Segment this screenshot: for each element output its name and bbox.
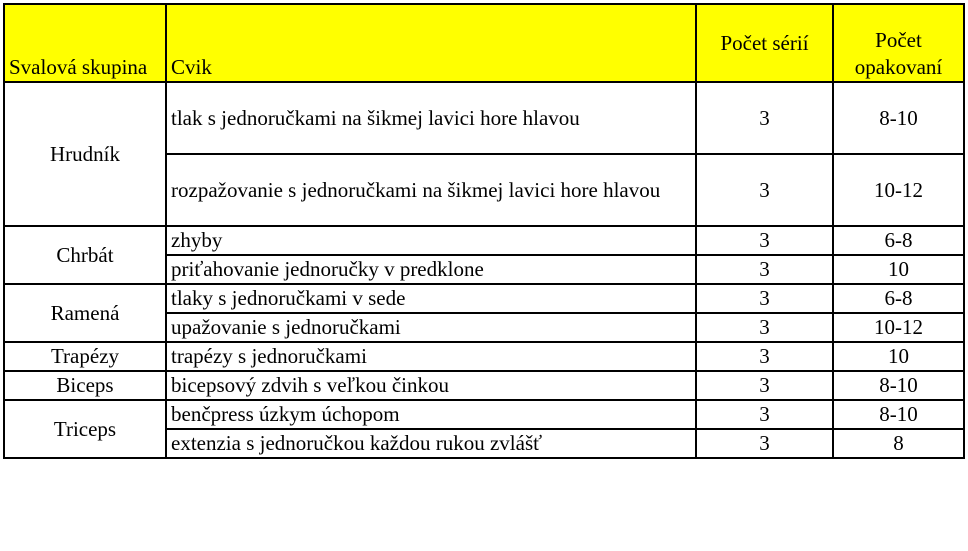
reps-cell: 8-10 — [833, 82, 964, 154]
table-row — [4, 371, 964, 400]
sets-cell: 3 — [696, 226, 833, 255]
exercise-cell: extenzia s jednoručkou každou rukou zvlášť — [166, 429, 696, 458]
muscle-group-cell: Biceps — [4, 371, 166, 400]
reps-cell: 10-12 — [833, 154, 964, 226]
exercise-cell: trapézy s jednoručkami — [166, 342, 696, 371]
muscle-group-cell: Triceps — [4, 400, 166, 458]
workout-table — [3, 3, 965, 459]
reps-cell: 8-10 — [833, 371, 964, 400]
sets-cell: 3 — [696, 371, 833, 400]
reps-cell: 6-8 — [833, 226, 964, 255]
header-muscle-group: Svalová skupina — [4, 4, 166, 82]
sets-cell: 3 — [696, 154, 833, 226]
header-row — [4, 4, 964, 82]
exercise-cell: benčpress úzkym úchopom — [166, 400, 696, 429]
exercise-cell: upažovanie s jednoručkami — [166, 313, 696, 342]
workout-table-container — [3, 3, 965, 459]
reps-cell: 10 — [833, 342, 964, 371]
table-row — [4, 342, 964, 371]
table-row — [4, 226, 964, 255]
reps-cell: 10-12 — [833, 313, 964, 342]
sets-cell: 3 — [696, 342, 833, 371]
muscle-group-cell: Trapézy — [4, 342, 166, 371]
exercise-cell: bicepsový zdvih s veľkou činkou — [166, 371, 696, 400]
reps-cell: 8-10 — [833, 400, 964, 429]
exercise-cell: tlak s jednoručkami na šikmej lavici hore hlavou — [166, 82, 696, 154]
muscle-group-cell: Ramená — [4, 284, 166, 342]
sets-cell: 3 — [696, 429, 833, 458]
reps-cell: 8 — [833, 429, 964, 458]
header-sets: Počet sérií — [696, 4, 833, 82]
sets-cell: 3 — [696, 255, 833, 284]
table-row — [4, 82, 964, 154]
reps-cell: 6-8 — [833, 284, 964, 313]
sets-cell: 3 — [696, 313, 833, 342]
exercise-cell: priťahovanie jednoručky v predklone — [166, 255, 696, 284]
exercise-cell: zhyby — [166, 226, 696, 255]
table-row — [4, 400, 964, 429]
exercise-cell: rozpažovanie s jednoručkami na šikmej lavici hore hlavou — [166, 154, 696, 226]
header-exercise: Cvik — [166, 4, 696, 82]
exercise-cell: tlaky s jednoručkami v sede — [166, 284, 696, 313]
sets-cell: 3 — [696, 82, 833, 154]
reps-cell: 10 — [833, 255, 964, 284]
muscle-group-cell: Hrudník — [4, 82, 166, 226]
header-reps: Počet opakovaní — [833, 4, 964, 82]
muscle-group-cell: Chrbát — [4, 226, 166, 284]
table-row — [4, 284, 964, 313]
sets-cell: 3 — [696, 400, 833, 429]
sets-cell: 3 — [696, 284, 833, 313]
